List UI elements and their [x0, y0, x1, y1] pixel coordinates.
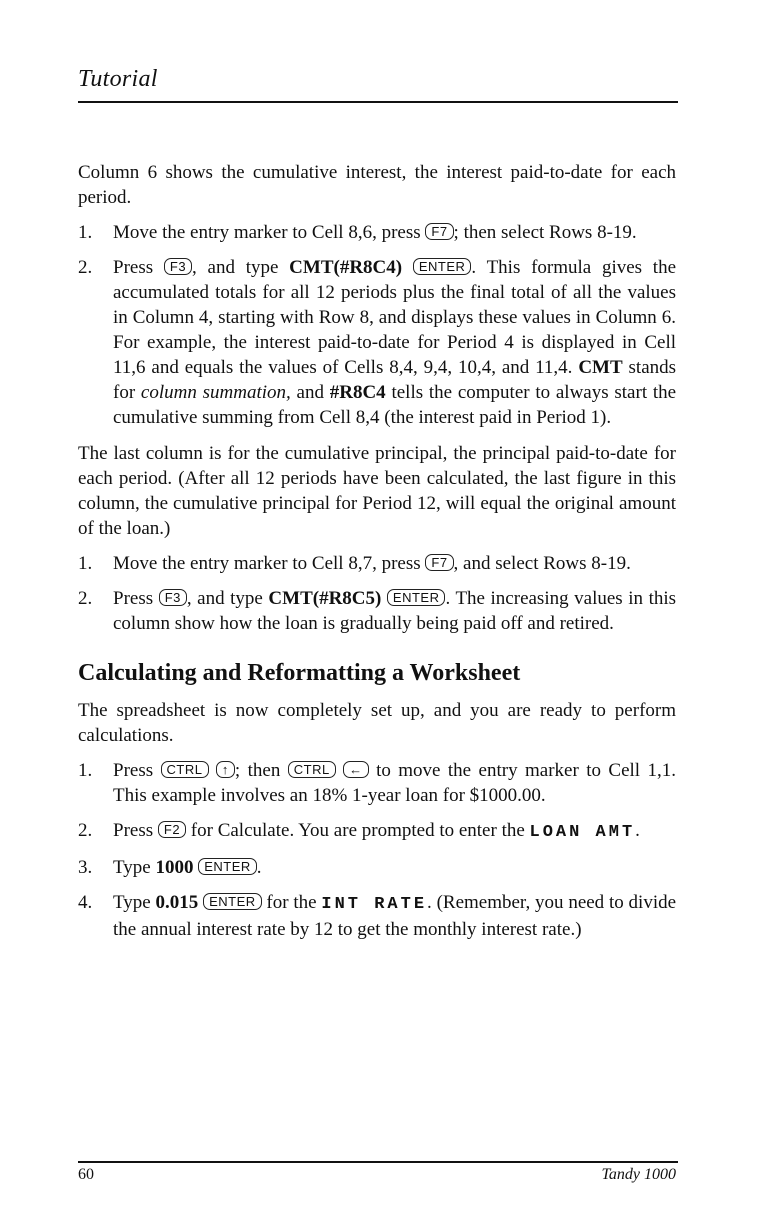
step-text: tells the computer to always start the cumulative summing from Cell 8,4 (the interest paid in Period 1). [113, 382, 677, 428]
enter-key-icon: ENTER [203, 893, 262, 910]
f2-key-icon: F2 [158, 821, 186, 838]
cell-reference: #R8C4 [329, 382, 386, 403]
running-header-title: Tutorial [78, 66, 158, 92]
list-item [78, 255, 676, 430]
f3-key-icon: F3 [159, 589, 187, 606]
section-heading: Calculating and Reformatting a Worksheet [78, 660, 521, 686]
formula-text: CMT(#R8C5) [268, 588, 382, 609]
step-text: , and type [192, 257, 279, 278]
step-text: and [296, 382, 324, 403]
step-number: 2. [78, 588, 93, 609]
intro-paragraph-cumulative-interest: Column 6 shows the cumulative interest, the interest paid-to-date for each period. [78, 162, 676, 208]
list-item [78, 890, 676, 942]
formula-text: CMT(#R8C4) [289, 257, 403, 278]
list-item [78, 758, 676, 808]
enter-key-icon: ENTER [198, 858, 257, 875]
page-number: 60 [78, 1166, 94, 1183]
enter-key-icon: ENTER [413, 258, 472, 275]
list-item [78, 220, 676, 245]
step-text: , and select Rows 8-19. [453, 553, 631, 574]
step-text: Press [113, 588, 154, 609]
f7-key-icon: F7 [425, 554, 453, 571]
page-body [78, 160, 676, 953]
step-number: 1. [78, 553, 93, 574]
step-text: Press [113, 257, 154, 278]
step-number: 3. [78, 857, 93, 878]
step-text: . [635, 820, 640, 841]
typed-value: 1000 [155, 857, 194, 878]
step-number: 2. [78, 257, 93, 278]
step-text: for Calculate. You are prompted to enter the [190, 820, 525, 841]
list-item [78, 551, 676, 576]
function-name: CMT [578, 357, 623, 378]
left-arrow-key-icon: ← [343, 761, 369, 778]
book-title: Tandy 1000 [601, 1166, 676, 1183]
step-text: stands for [113, 357, 677, 403]
step-text: . [256, 857, 262, 878]
step-text: , and type [186, 588, 263, 609]
screen-prompt: INT RATE [321, 895, 428, 914]
step-text: Move the entry marker to Cell 8,7, press [113, 553, 421, 574]
step-text: Press [113, 820, 154, 841]
step-text: . The increasing values in this column show how the loan is gradually being paid off and retired. [113, 588, 677, 634]
step-text: ; then [234, 760, 281, 781]
typed-value: 0.015 [155, 892, 199, 913]
f7-key-icon: F7 [425, 223, 453, 240]
step-number: 2. [78, 820, 93, 841]
step-number: 4. [78, 892, 93, 913]
step-number: 1. [78, 760, 93, 781]
step-text: for the [266, 892, 317, 913]
footer-rule [78, 1161, 678, 1163]
list-item [78, 855, 676, 880]
step-text: Move the entry marker to Cell 8,6, press [113, 222, 421, 243]
list-item [78, 818, 676, 845]
step-number: 1. [78, 222, 93, 243]
ctrl-key-icon: CTRL [288, 761, 336, 778]
steps-list-cumulative-principal [78, 551, 676, 636]
step-text: ; then select Rows 8-19. [453, 222, 637, 243]
screen-prompt: LOAN AMT [529, 823, 636, 842]
intro-paragraph-cumulative-principal: The last column is for the cumulative principal, the principal paid-to-date for each period. (After all 12 periods have been calculated, the last figure in this column, the cumulative principal for Period 12, will equal the original amount of the loan.) [78, 443, 676, 539]
emphasis-text: column summation, [140, 382, 291, 403]
header-rule [78, 101, 678, 103]
up-arrow-key-icon: ↑ [216, 761, 235, 778]
step-text: . This formula gives the accumulated totals for all 12 periods plus the final total of all the values in Column 4, starting with Row 8, and displays these values in Column 6. For example, the interest paid-to-date for Period 4 is displayed in Cell 11,6 and equals the values of Cells 8,4, 9,4, 10,4, and 11,4. [113, 257, 677, 378]
steps-list-cumulative-interest [78, 220, 676, 430]
ctrl-key-icon: CTRL [161, 761, 209, 778]
step-text: Type [113, 892, 151, 913]
step-text: . (Remember, you need to divide the annual interest rate by 12 to get the monthly interest rate.) [113, 892, 677, 940]
step-text: to move the entry marker to Cell 1,1. This example involves an 18% 1-year loan for $1000.00. [113, 760, 676, 806]
enter-key-icon: ENTER [387, 589, 446, 606]
step-text: Press [113, 760, 154, 781]
section-intro-paragraph: The spreadsheet is now completely set up, and you are ready to perform calculations. [78, 700, 676, 746]
step-text: Type [113, 857, 151, 878]
f3-key-icon: F3 [164, 258, 192, 275]
steps-list-calculate [78, 758, 676, 942]
list-item [78, 586, 676, 636]
